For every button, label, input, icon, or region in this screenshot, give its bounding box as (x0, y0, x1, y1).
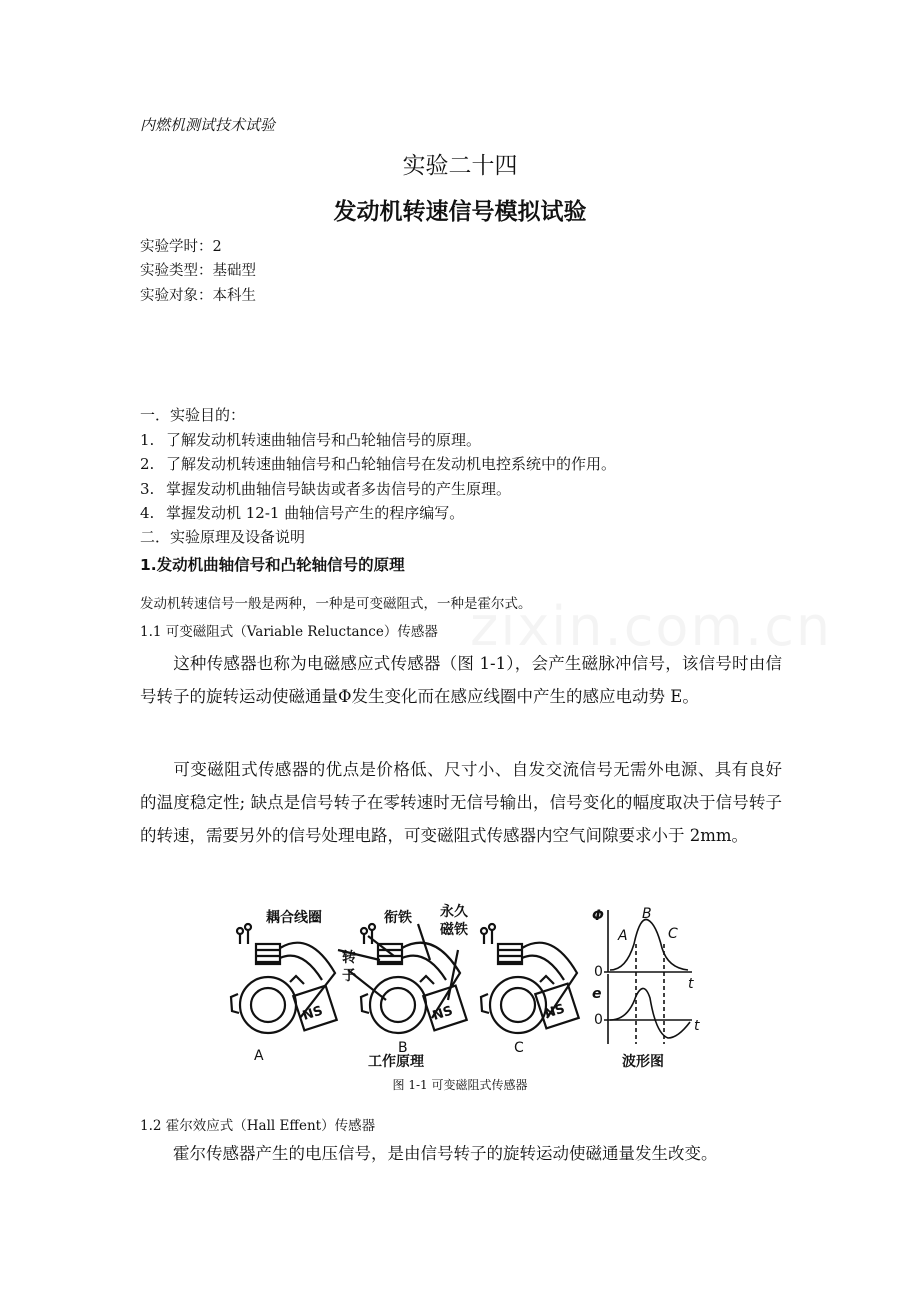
paragraph-1-text: 这种传感器也称为电磁感应式传感器（图 1-1），会产生磁脉冲信号，该信号时由信号转子的旋转运动使磁通量Φ发生变化而在感应线圈中产生的感应电动势 E。 (140, 654, 782, 706)
label-work-principle: 工作原理 (368, 1054, 424, 1070)
subsection-heading: 1.发动机曲轴信号和凸轮轴信号的原理 (140, 556, 405, 574)
paragraph-3-text: 霍尔传感器产生的电压信号，是由信号转子的旋转运动使磁通量发生改变。 (173, 1144, 718, 1163)
label-ns-b: NS (430, 1003, 455, 1024)
paragraph-2-text: 可变磁阻式传感器的优点是价格低、尺寸小、自发交流信号无需外电源、具有良好的温度稳定性; 缺点是信号转子在零转速时无信号输出，信号变化的幅度取决于信号转子的转速，需要另外的信号处理电路，可变磁阻式传感器内空气间隙要求小于 2mm。 (140, 760, 782, 845)
paragraph-3 (140, 1137, 782, 1170)
objective-item (140, 429, 481, 450)
item-text: 了解发动机转速曲轴信号和凸轮轴信号在发动机电控系统中的作用。 (166, 455, 617, 473)
experiment-title: 发动机转速信号模拟试验 (333, 199, 587, 225)
label-rotor-line1: 转 (342, 950, 356, 966)
label-t-phi: t (688, 976, 694, 992)
item-text: 掌握发动机 12-1 曲轴信号产生的程序编写。 (166, 504, 465, 522)
label-magnet-line2: 磁铁 (440, 922, 468, 938)
label-wave-b: B (642, 906, 652, 922)
label-armature: 衔铁 (384, 910, 412, 926)
label-waveform: 波形图 (622, 1054, 664, 1070)
item-number: 4. (140, 504, 155, 522)
paragraph-2 (140, 753, 782, 852)
item-text: 掌握发动机曲轴信号缺齿或者多齿信号的产生原理。 (166, 480, 512, 498)
label-phi: Φ (592, 908, 604, 924)
meta-type: 实验类型：基础型 (140, 263, 256, 279)
item-number: 2. (140, 455, 155, 473)
objective-item (140, 453, 616, 474)
meta-audience: 实验对象：本科生 (140, 288, 256, 304)
experiment-number: 实验二十四 (402, 153, 518, 179)
item-number: 3. (140, 480, 155, 498)
item-number: 1. (140, 431, 155, 449)
label-wave-c: C (668, 926, 678, 942)
running-header: 内燃机测试技术试验 (140, 116, 276, 134)
figure-variable-reluctance (218, 900, 708, 1078)
meta-hours: 实验学时：2 (140, 239, 222, 255)
subsection-1-2: 1.2 霍尔效应式（Hall Effent）传感器 (140, 1118, 376, 1134)
label-position-a: A (254, 1048, 264, 1064)
label-wave-a: A (618, 928, 628, 944)
sensor-c-drawing (481, 924, 579, 1033)
label-ns-c: NS (542, 1001, 567, 1022)
section-principle-heading: 二．实验原理及设备说明 (140, 528, 306, 546)
subsection-1-1: 1.1 可变磁阻式（Variable Reluctance）传感器 (140, 624, 438, 640)
label-zero-phi: 0 (594, 964, 603, 980)
objective-item (140, 502, 464, 523)
objective-item (140, 478, 511, 499)
intro-text: 发动机转速信号一般是两种，一种是可变磁阻式，一种是霍尔式。 (140, 596, 532, 612)
label-magnet-line1: 永久 (440, 904, 468, 920)
label-position-c: C (514, 1040, 524, 1056)
label-e: e (592, 986, 602, 1002)
label-coil: 耦合线圈 (266, 910, 322, 926)
figure-caption: 图 1-1 可变磁阻式传感器 (392, 1078, 528, 1092)
label-rotor-line2: 子 (342, 968, 356, 984)
paragraph-1 (140, 647, 782, 713)
label-t-e: t (694, 1018, 700, 1034)
label-position-b: B (398, 1040, 408, 1056)
label-ns-a: NS (300, 1003, 325, 1024)
section-objectives-heading: 一．实验目的： (140, 406, 246, 424)
label-zero-e: 0 (594, 1012, 603, 1028)
item-text: 了解发动机转速曲轴信号和凸轮轴信号的原理。 (166, 431, 482, 449)
